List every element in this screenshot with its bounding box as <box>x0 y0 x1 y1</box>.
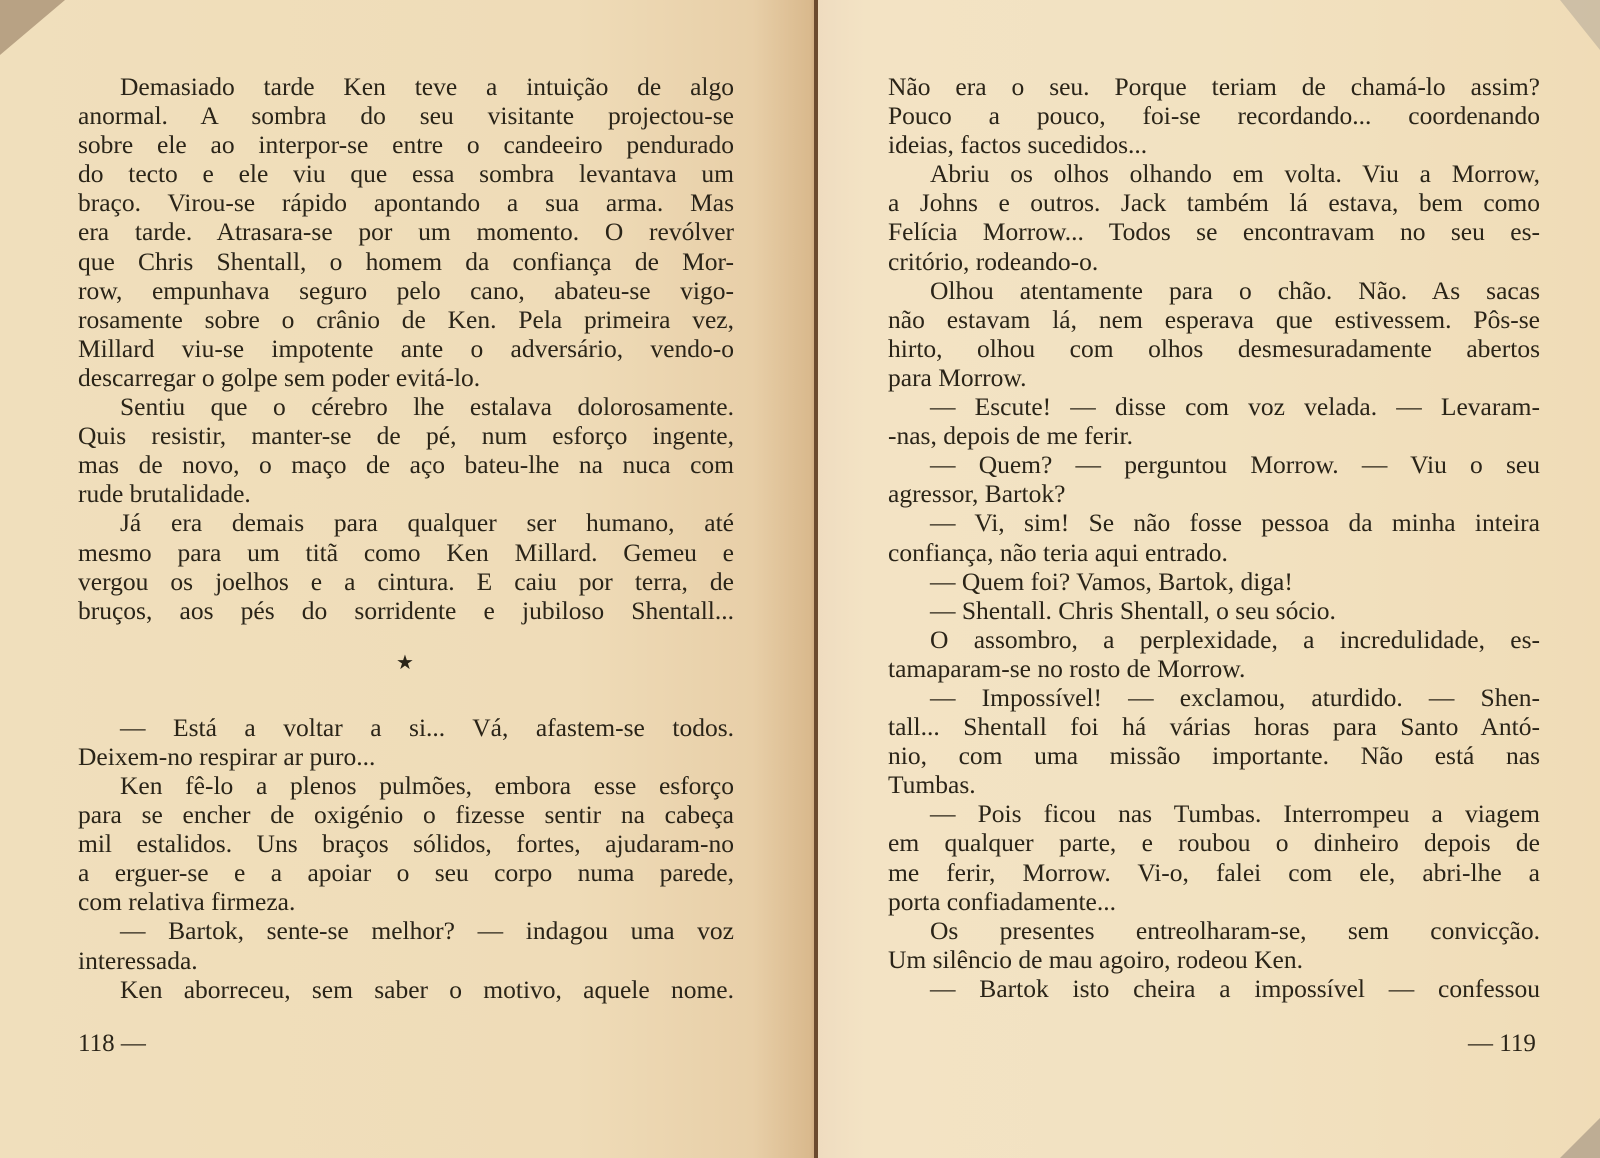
page-corner-fold <box>0 0 65 55</box>
text-line: rosamente sobre o crânio de Ken. Pela primeira vez, <box>78 304 734 334</box>
text-line: Os presentes entreolharam-se, sem convicção. <box>930 915 1540 945</box>
text-line: mesmo para um titã como Ken Millard. Gemeu e <box>78 537 734 567</box>
left-page-text <box>78 72 734 1004</box>
text-line: tall... Shentall foi há várias horas para Santo Antó- <box>888 712 1540 742</box>
text-line: Felícia Morrow... Todos se encontravam no seu es- <box>888 217 1540 247</box>
text-line: porta confiadamente... <box>888 886 1116 916</box>
text-line: Deixem-no respirar ar puro... <box>78 741 376 771</box>
text-line: nio, com uma missão importante. Não está nas <box>888 741 1540 771</box>
text-line: confiança, não teria aqui entrado. <box>888 537 1228 567</box>
text-line: bruços, aos pés do sorridente e jubiloso Shentall... <box>78 595 734 625</box>
book-gutter <box>814 0 818 1158</box>
text-line: interessada. <box>78 945 198 975</box>
left-section-2 <box>78 713 734 1004</box>
text-line: — Escute! — disse com voz velada. — Levaram- <box>930 392 1540 422</box>
text-line: — Bartok, sente-se melhor? — indagou uma voz <box>120 916 734 946</box>
text-line: mas de novo, o maço de aço bateu-lhe na nuca com <box>78 450 734 480</box>
text-line: a erguer-se e a apoiar o seu corpo numa parede, <box>78 858 734 888</box>
text-line: era tarde. Atrasara-se por um momento. O revólver <box>78 217 734 247</box>
text-line: para se encher de oxigénio o fizesse sentir na cabeça <box>78 800 734 830</box>
text-line: Quis resistir, manter-se de pé, num esforço ingente, <box>78 421 734 451</box>
text-line: row, empunhava seguro pelo cano, abateu-se vigo- <box>78 275 734 305</box>
text-line: Sentiu que o cérebro lhe estalava dolorosamente. <box>120 392 734 422</box>
right-page-text <box>888 72 1540 1003</box>
text-line: -nas, depois de me ferir. <box>888 421 1134 451</box>
text-line: agressor, Bartok? <box>888 479 1066 509</box>
text-line: rude brutalidade. <box>78 479 251 509</box>
text-line: — Vi, sim! Se não fosse pessoa da minha inteira <box>930 508 1540 538</box>
text-line: que Chris Shentall, o homem da confiança de Mor- <box>78 246 734 276</box>
text-line: Ken aborreceu, sem saber o motivo, aquele nome. <box>120 974 734 1004</box>
text-line: braço. Virou-se rápido apontando a sua arma. Mas <box>78 188 734 218</box>
text-line: vergou os joelhos e a cintura. E caiu por terra, de <box>78 566 734 596</box>
text-line: com relativa firmeza. <box>78 887 296 917</box>
text-line: Millard viu-se impotente ante o adversário, vendo-o <box>78 333 734 363</box>
section-separator-star: ★ <box>396 650 414 674</box>
text-line: Tumbas. <box>888 770 976 800</box>
text-line: Um silêncio de mau agoiro, rodeou Ken. <box>888 944 1303 974</box>
text-line: Demasiado tarde Ken teve a intuição de algo <box>120 72 734 101</box>
text-line: — Pois ficou nas Tumbas. Interrompeu a viagem <box>930 799 1540 829</box>
page-number-right: — 119 <box>1468 1030 1536 1057</box>
text-line: O assombro, a perplexidade, a incredulidade, es- <box>930 624 1540 654</box>
text-line: sobre ele ao interpor-se entre o candeeiro pendurado <box>78 130 734 160</box>
page-number-left: 118 — <box>78 1030 146 1057</box>
text-line: critório, rodeando-o. <box>888 246 1099 276</box>
text-line: descarregar o golpe sem poder evitá-lo. <box>78 362 481 392</box>
text-line: — Shentall. Chris Shentall, o seu sócio. <box>930 595 1336 625</box>
text-line: anormal. A sombra do seu visitante projectou-se <box>78 101 734 131</box>
text-line: hirto, olhou com olhos desmesuradamente abertos <box>888 333 1540 363</box>
text-line: em qualquer parte, e roubou o dinheiro depois de <box>888 828 1540 858</box>
text-line: para Morrow. <box>888 362 1027 392</box>
text-line: Não era o seu. Porque teriam de chamá-lo assim? <box>888 72 1540 101</box>
text-line: Já era demais para qualquer ser humano, até <box>120 508 734 538</box>
text-line: Pouco a pouco, foi-se recordando... coordenando <box>888 101 1540 131</box>
text-line: ideias, factos sucedidos... <box>888 130 1148 160</box>
text-line: mil estalidos. Uns braços sólidos, fortes, ajudaram-no <box>78 829 734 859</box>
right-section <box>888 72 1540 1003</box>
text-line: — Quem? — perguntou Morrow. — Viu o seu <box>930 450 1540 480</box>
text-line: — Está a voltar a si... Vá, afastem-se todos. <box>120 712 734 742</box>
text-line: me ferir, Morrow. Vi-o, falei com ele, abri-lhe a <box>888 857 1540 887</box>
text-line: não estavam lá, nem esperava que estivessem. Pôs-se <box>888 304 1540 334</box>
text-line: Olhou atentamente para o chão. Não. As sacas <box>930 275 1540 305</box>
left-section-1 <box>78 72 734 625</box>
page-corner-fold <box>1560 1118 1600 1158</box>
text-line: do tecto e ele viu que essa sombra levantava um <box>78 159 734 189</box>
text-line: — Bartok isto cheira a impossível — confessou <box>930 973 1540 1003</box>
text-line: a Johns e outros. Jack também lá estava, bem como <box>888 188 1540 218</box>
text-line: tamaparam-se no rosto de Morrow. <box>888 653 1246 683</box>
text-line: Ken fê-lo a plenos pulmões, embora esse esforço <box>120 770 734 800</box>
page-corner-fold <box>1560 0 1600 50</box>
text-line: — Impossível! — exclamou, aturdido. — Shen- <box>930 682 1540 712</box>
text-line: — Quem foi? Vamos, Bartok, diga! <box>930 566 1293 596</box>
text-line: Abriu os olhos olhando em volta. Viu a Morrow, <box>930 159 1540 189</box>
